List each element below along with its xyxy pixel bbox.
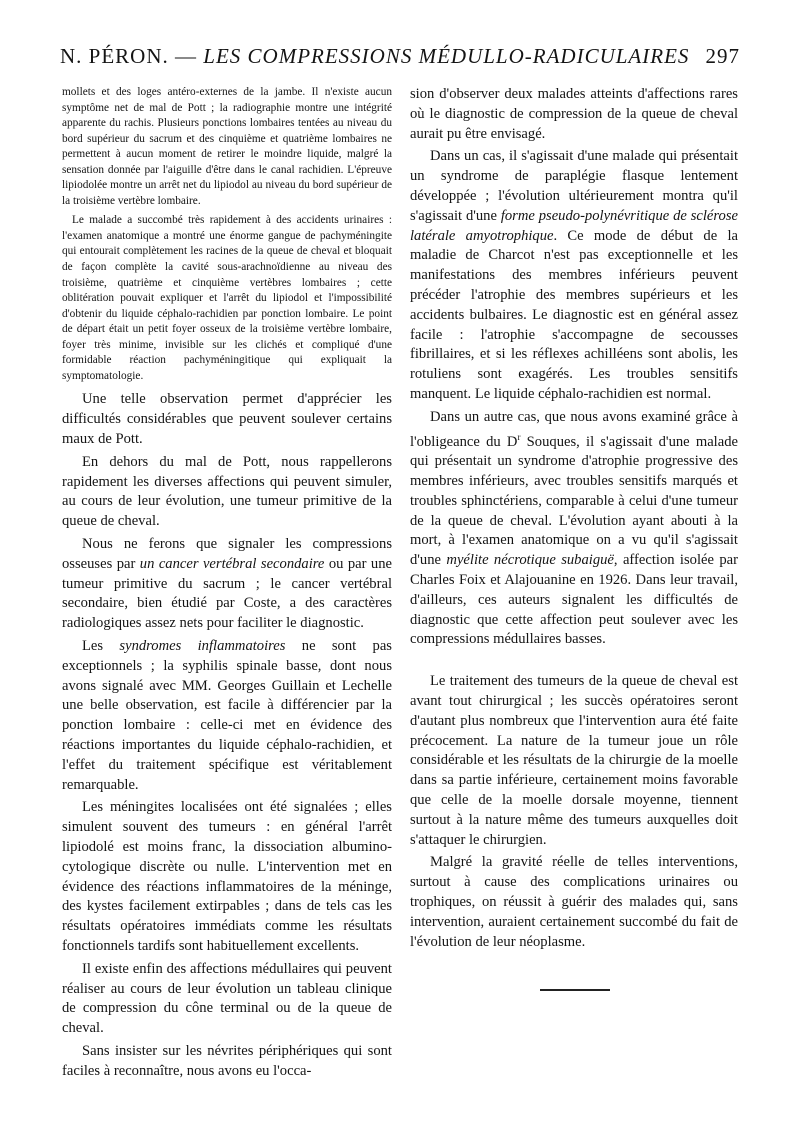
body-paragraph: Malgré la gravité réelle de telles interventions, surtout à cause des complications urinaires ou trophiques, on réussit à guérir des malades qui, sans intervention, auraient certainement succombé du fait de l'évolution de leur néoplasme.: [410, 854, 738, 950]
case-report-paragraph: mollets et des loges antéro-externes de la jambe. Il n'existe aucun symptôme net de mal de Pott ; la radiographie montre une intégrité apparente du rachis. Plusieurs ponctions lombaires tentées au niveau du bord supérieur du sacrum et des cinquième et quatrième lombaires ne permettent à aucun moment de retirer le moindre liquide, malgré la sensation donnée par l'aiguille d'être dans le canal rachidien. L'épreuve lipiodolée montre un arrêt net du lipiodol au niveau du bord supérieur de la troisième vertèbre lombaire.: [62, 86, 392, 207]
left-column: [62, 85, 392, 1081]
emphasis: myélite nécrotique subaiguë: [446, 552, 614, 569]
body-paragraph: Les syndromes inflammatoires ne sont pas exceptionnels ; la syphilis spinale basse, dont nous avons signalé avec MM. Georges Guillain et Lechelle une belle observation, est facile à différencier par la ponction lombaire : celle-ci met en évidence des réactions importantes du liquide céphalo-rachidien, et l'effet du traitement spécifique est véritablement remarquable.: [62, 637, 392, 793]
body-paragraph: En dehors du mal de Pott, nous rappellerons rapidement les diverses affections qui peuvent simuler, au cours de leur évolution, une tumeur primitive de la queue de cheval.: [62, 453, 392, 530]
running-header: [60, 44, 740, 69]
emphasis: un cancer vertébral secondaire: [139, 555, 325, 572]
right-body-text-treatment: [410, 672, 738, 952]
body-paragraph: Une telle observation permet d'apprécier les difficultés considérables que peuvent soulever certains maux de Pott.: [62, 391, 392, 447]
right-body-text: [410, 85, 738, 650]
body-paragraph: Dans un autre cas, que nous avons examiné grâce à l'obligeance du $D^r$ Souques, il s'agissait d'une malade qui présentait un syndrome d'atrophie progressive des membres inférieurs, avec troubles sensitifs marqués et troubles sphinctériens, comparable à celui d'une tumeur de la queue de cheval. L'évolution ayant abouti à la mort, à l'examen anatomique on a vu qu'il s'agissait d'une myélite nécrotique subaiguë, affection isolée par Charles Foix et Alajouanine en 1926. Dans leur travail, d'ailleurs, ces auteurs signalent les difficultés de diagnostic que cette affection peut soulever avec les compressions médullaires basses.: [410, 408, 739, 648]
body-paragraph: Les méningites localisées ont été signalées ; elles simulent souvent des tumeurs : en général l'arrêt lipiodolé est moins franc, la dissociation albumino-cytologique discrète ou nulle. L'intervention met en évidence des réactions inflammatoires de la méninge, des kystes facilement extirpables ; dans de tels cas les résultats opératoires immédiats comme les résultats fonctionnels tardifs sont habituellement excellents.: [62, 799, 392, 954]
body-paragraph: sion d'observer deux malades atteints d'affections rares où le diagnostic de compression de la queue de cheval aurait pu être envisagé.: [410, 86, 738, 142]
case-report-small-print: [62, 85, 392, 384]
body-paragraph: Nous ne ferons que signaler les compressions osseuses par un cancer vertébral secondaire ou par une tumeur primitive du sacrum ; le cancer vertébral secondaire, bien étudié par Coste, a des caractères radiologiques assez nets pour faciliter le diagnostic.: [62, 535, 393, 632]
body-paragraph: Dans un cas, il s'agissait d'une malade qui présentait un syndrome de paraplégie flasque lentement développée ; l'évolution ultérieurement montra qu'il s'agissait d'une forme pseudo-polynévritique de sclérose latérale amyotrophique. Ce mode de début de la maladie de Charcot n'est pas exceptionnelle et les manifestations des membres inférieurs peuvent précéder l'atrophie des membres supérieurs et les accidents bulbaires. Le diagnostic est en général assez facile : l'atrophie s'accompagne de secousses fibrillaires, et si les réflexes achilléens sont abolis, les rotuliens sont exagérés. Les troubles sensitifs manquent. Le liquide céphalo-rachidien est normal.: [410, 148, 738, 402]
superscript: r: [517, 431, 521, 442]
page-number: 297: [705, 44, 740, 68]
right-column: [410, 85, 738, 952]
body-paragraph: Le traitement des tumeurs de la queue de cheval est avant tout chirurgical ; les succès opératoires seront d'autant plus nombreux que l'intervention aura été faite précocement. La nature de la tumeur joue un rôle considérable et les résultats de la chirurgie de la moelle dans sa partie inférieure, certainement moins favorable que celle de la moelle dorsale moyenne, tiennent surtout à la nature même des tumeurs auxquelles doit s'attaquer le chirurgien.: [410, 673, 738, 848]
header-title: LES COMPRESSIONS MÉDULLO-RADICULAIRES: [203, 44, 690, 68]
body-paragraph: Il existe enfin des affections médullaires qui peuvent réaliser au cours de leur évolution un tableau clinique de compression du cône terminal ou de la queue de cheval.: [62, 960, 392, 1037]
emphasis: syndromes inflammatoires: [119, 637, 286, 654]
left-body-text: [62, 390, 392, 1081]
section-end-rule: [540, 989, 610, 991]
emphasis: forme pseudo-polynévritique de sclérose latérale amyotrophique: [410, 207, 738, 244]
header-author: N. PÉRON. —: [60, 44, 204, 68]
body-paragraph: Sans insister sur les névrites périphériques qui sont faciles à reconnaître, nous avons eu l'occa-: [62, 1042, 392, 1079]
case-report-paragraph: Le malade a succombé très rapidement à des accidents urinaires : l'examen anatomique a montré une énorme gangue de pachyméningite qui entourait complètement les racines de la queue de cheval et bloquait de façon complète la cavité sous-arachnoïdienne au niveau des troisième, quatrième et cinquième vertèbres lombaires ; cette oblitération pouvait expliquer et l'arrêt du lipiodol et l'impossibilité d'obtenir du liquide céphalo-rachidien par ponction lombaire. Le point de départ était un petit foyer osseux de la troisième vertèbre lombaire, foyer très minime, invisible sur les clichés et compliqué d'une formidable réaction pachyméningitique qui expliquait la symptomatologie.: [62, 214, 392, 382]
